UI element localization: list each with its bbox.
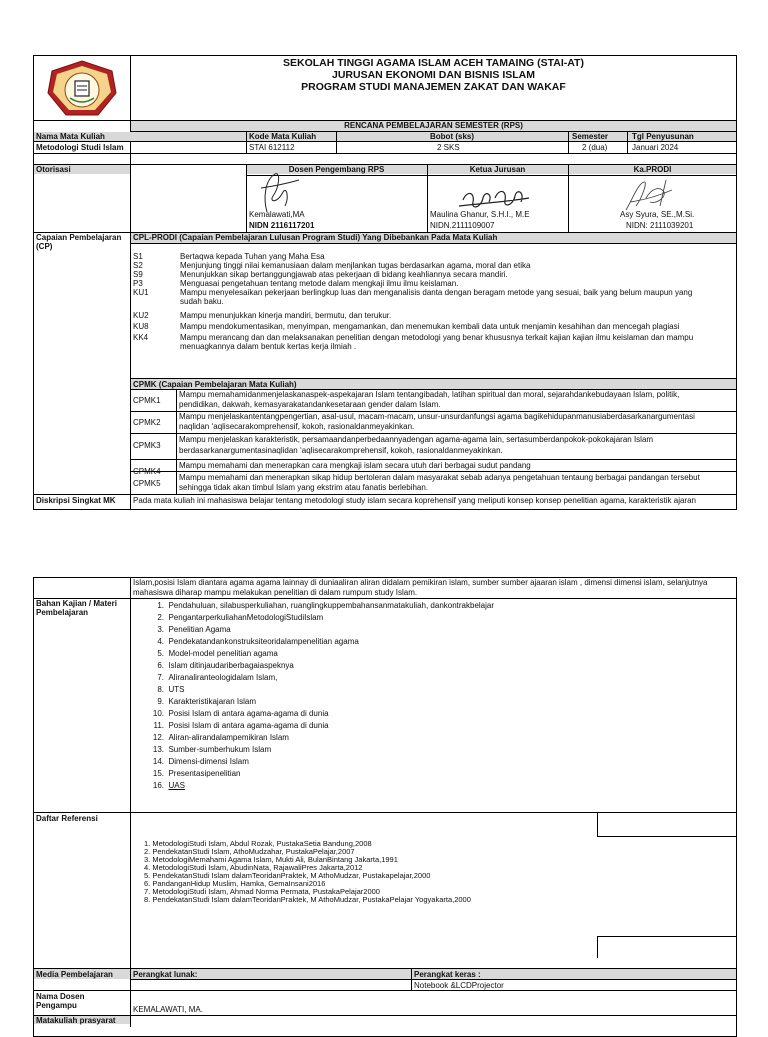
- cpmk-row: CPMK2: [133, 418, 161, 427]
- tgl-value: Januari 2024: [632, 143, 679, 152]
- list-item: 5. PendekatanStudi Islam dalamTeoridanPraktek, M AthoMudzar, Pustakapelajar,2000: [144, 871, 431, 880]
- info-header-bg: [34, 132, 736, 141]
- cpmk-row: CPMK4: [133, 467, 161, 476]
- cpl-row: S9 Menunjukkan sikap bertanggungjawab atas pekerjaan di bidang keahliannya secara mandiri.: [133, 270, 508, 279]
- program-name: PROGRAM STUDI MANAJEMEN ZAKAT DAN WAKAF: [301, 81, 566, 93]
- list-item: 8. UTS: [157, 685, 185, 694]
- list-item: 9. Karakteristikajaran Islam: [157, 697, 257, 706]
- list-item: 5. Model-model penelitian agama: [157, 649, 278, 658]
- ketua-name: Maulina Ghanur, S.H.I., M.E: [430, 210, 530, 219]
- prasyarat-label: Matakuliah prasyarat: [36, 1016, 116, 1025]
- list-item: 2. PendekatanStudi Islam, AthoMudzahar, PustakaPelajar,2007: [144, 847, 355, 856]
- institution-name: SEKOLAH TINGGI AGAMA ISLAM ACEH TAMAING (STAI-AT): [283, 57, 584, 69]
- rps-title: RENCANA PEMBELAJARAN SEMESTER (RPS): [344, 121, 523, 130]
- bahan-kajian-list: [146, 600, 726, 792]
- ketua-nidn: NIDN.2111109007: [430, 221, 495, 230]
- list-item: 4. MetodologiStudi Islam, AbudinNata, RajawaliPres Jakarta,2012: [144, 863, 363, 872]
- otorisasi-label: Otorisasi: [36, 165, 71, 174]
- list-item: 6. PandanganHidup Muslim, Hamka, GemaInsani2016: [144, 879, 326, 888]
- perangkat-keras-label: Perangkat keras :: [414, 970, 481, 979]
- media-label: Media Pembelajaran: [36, 970, 113, 979]
- dosen-nidn: NIDN 2116117201: [249, 221, 315, 230]
- list-item: 7. MetodologiStudi Islam, Ahmad Norma Permata, PustakaPelajar2000: [144, 887, 380, 896]
- department-name: JURUSAN EKONOMI DAN BISNIS ISLAM: [331, 69, 535, 81]
- list-item: 1. MetodologiStudi Islam, Abdul Rozak, PustakaSetia Bandung,2008: [144, 839, 372, 848]
- cpmk-text: Mampu memahami dan menerapkan sikap hidup bertoleran dalam masyarakat sebab adanya pengetahuan tentaung berbagai pandangan tersebut: [179, 473, 700, 482]
- bahan-kajian-label-2: Pembelajaran: [36, 608, 89, 617]
- deskripsi-continued: mahasiswa diharap mampu melakukan penelitian di dalam rumpum study Islam.: [133, 588, 418, 597]
- cpl-row: KK4 Mampu merancang dan dan melaksanakan penelitian dengan metodologi yang benar khususnya terkait kajian kajian ilmu keislaman dan mampu menuagkannya dalam bentuk kertas kerja ilmiah .: [133, 333, 694, 351]
- cpmk-text: naqlidan ‘aqlisecarakomprehensif, kokoh, rasionaldanmeyakinkan.: [179, 422, 415, 431]
- cpmk-text: sehingga tidak akan timbul Islam yang ekstrim atau fanatis berlebihan.: [179, 483, 429, 492]
- list-item: 14. Dimensi-dimensi Islam: [152, 757, 249, 766]
- dosen-value: KEMALAWATI, MA.: [133, 1005, 203, 1014]
- deskripsi-label: Diskripsi Singkat MK: [36, 496, 116, 505]
- dosen-pengembang-header: Dosen Pengembang RPS: [288, 165, 385, 174]
- col-semester: Semester: [572, 132, 609, 141]
- dosen-name: Kemalawati,MA: [249, 210, 305, 219]
- list-item: 8. PendekatanStudi Islam dalamTeoridanPraktek, M AthoMudzar, PustakaPelajar Yogyakarta,2000: [144, 895, 471, 904]
- cpl-row: KU8 Mampu mendokumentasikan, menyimpan, mengamankan, dan menemukan kembali data untuk menjamin kesahihan dan mencegah plagiasi: [133, 322, 680, 331]
- perangkat-lunak-label: Perangkat lunak:: [133, 970, 198, 979]
- col-kode: Kode Mata Kuliah: [249, 132, 317, 141]
- cpl-heading: CPL-PRODI (Capaian Pembelajaran Lulusan Program Studi) Yang Dibebankan Pada Mata Kuliah: [133, 233, 498, 242]
- cpl-row: KU2 Mampu menunjukkan kinerja mandiri, bermutu, dan terukur.: [133, 311, 392, 320]
- referensi-label: Daftar Referensi: [36, 814, 98, 823]
- kaprodi-nidn: NIDN: 2111039201: [626, 221, 694, 230]
- dosen-signature: [255, 168, 315, 216]
- cpmk-text: Mampu menjelaskan karakteristik, persamaandanperbedaannyadengan agama-agama lain, sertasumberdanpokok-pokokajaran Islam: [179, 435, 654, 444]
- referensi-list: [144, 840, 594, 904]
- col-tgl: Tgl Penyusunan: [632, 132, 694, 141]
- institution-logo: [46, 60, 118, 118]
- cp-label: Capaian Pembelajaran (CP): [36, 233, 122, 251]
- cpmk-text: Mampu menjelaskantentangpengertian, asal-usul, macam-macam, unsur-unsurdanfungsi agama bagikehidupanmanusiaberdasarkanargumentasi: [179, 412, 695, 421]
- cpl-row: S2 Menjunjung tinggi nilai kemanusiaan dalam menjlankan tugas berdasarkan agama, moral dan etika: [133, 261, 531, 270]
- bobot-value: 2 SKS: [437, 143, 460, 152]
- bahan-kajian-label: Bahan Kajian / Materi: [36, 599, 117, 608]
- list-item: 13. Sumber-sumberhukum Islam: [152, 745, 272, 754]
- semester-value: 2 (dua): [582, 143, 608, 152]
- cpmk-row: CPMK1: [133, 396, 161, 405]
- list-item: 3. Penelitian Agama: [157, 625, 231, 634]
- list-item: 15. Presentasipenelitian: [152, 769, 241, 778]
- cpmk-text: Mampu memahamidanmenjelaskanaspek-aspekajaran Islam tentangibadah, latihan spiritual dan moral, sejarahdankebudayaan Islam, politik,: [179, 390, 680, 399]
- cpl-row: P3 Menguasai pengetahuan tentang metode dalam mengkaji ilmu ilmu keislaman.: [133, 279, 459, 288]
- list-item: 4. Pendekatandankonstruksiteoridalampenelitian agama: [157, 637, 359, 646]
- list-item: 10. Posisi Islam di antara agama-agama di dunia: [152, 709, 329, 718]
- col-mata-kuliah: Nama Mata Kuliah: [36, 132, 105, 141]
- cpl-row: S1 Bertaqwa kepada Tuhan yang Maha Esa: [133, 252, 325, 261]
- list-item: 16. UAS: [152, 781, 185, 790]
- list-item: 6. Islam ditinjaudariberbagaiaspeknya: [157, 661, 294, 670]
- list-item: 1. Pendahuluan, silabusperkuliahan, ruanglingkuppembahansanmatakuliah, dankontrakbelajar: [157, 601, 495, 610]
- cpl-list: [133, 252, 733, 351]
- mata-kuliah-value: Metodologi Studi Islam: [36, 143, 124, 152]
- cpmk-row: CPMK3: [133, 441, 161, 450]
- list-item: 11. Posisi Islam di antara agama-agama di dunia: [153, 721, 329, 730]
- deskripsi-continued: Islam,posisi Islam diantara agama agama lainnay di duniaaliran aliran didalam pemikiran islam, sumber sumber ajaaran islam , dimensi dimensi islam, selanjutnya: [133, 578, 708, 587]
- cpl-row: KU1 Mampu menyelesaikan pekerjaan berlingkup luas dan menganalisis danta dengan beragam metode yang sesuai, baik yang belum maupun yang sudah baku.: [133, 288, 693, 306]
- deskripsi-text: Pada mata kuliah ini mahasiswa belajar tentang metodologi study islam secara koprehensif yang meliputi konsep konsep penelitian agama, karakteristik ajaran: [133, 496, 696, 505]
- cpmk-text: pendidikan, dakwah, kemasyarakatandankesetaraan gender dalam Islam.: [179, 400, 441, 409]
- list-item: 12. Aliran-alirandalampemikiran Islam: [152, 733, 289, 742]
- perangkat-keras-value: Notebook &LCDProjector: [414, 981, 504, 990]
- list-item: 3. MetodologiMemahami Agama Islam, Mukti Ali, BulanBintang Jakarta,1991: [144, 855, 398, 864]
- cpmk-text: Mampu memahami dan menerapkan cara mengkaji islam secara utuh dari berbagai sudut pandang: [179, 461, 531, 470]
- cpmk-heading: CPMK (Capaian Pembelajaran Mata Kuliah): [133, 380, 297, 389]
- kaprodi-header: Ka.PRODI: [633, 165, 672, 174]
- dosen-label-2: Pengampu: [36, 1001, 77, 1010]
- cpmk-row: CPMK5: [133, 479, 161, 488]
- col-bobot: Bobot (sks): [430, 132, 474, 141]
- list-item: 2. PengantarperkuliahanMetodologiStudiIslam: [157, 613, 324, 622]
- kaprodi-name: Asy Syura, SE.,M.Si.: [620, 210, 695, 219]
- ketua-jurusan-header: Ketua Jurusan: [469, 165, 526, 174]
- cpmk-text: berdasarkanargumentasinaqlidan ‘aqlisecarakomprehensif, kokoh, rasionaldanmeyakinkan.: [179, 446, 503, 455]
- kode-value: STAI 612112: [249, 143, 295, 152]
- dosen-label: Nama Dosen: [36, 992, 85, 1001]
- list-item: 7. Aliranaliranteologidalam Islam,: [157, 673, 278, 682]
